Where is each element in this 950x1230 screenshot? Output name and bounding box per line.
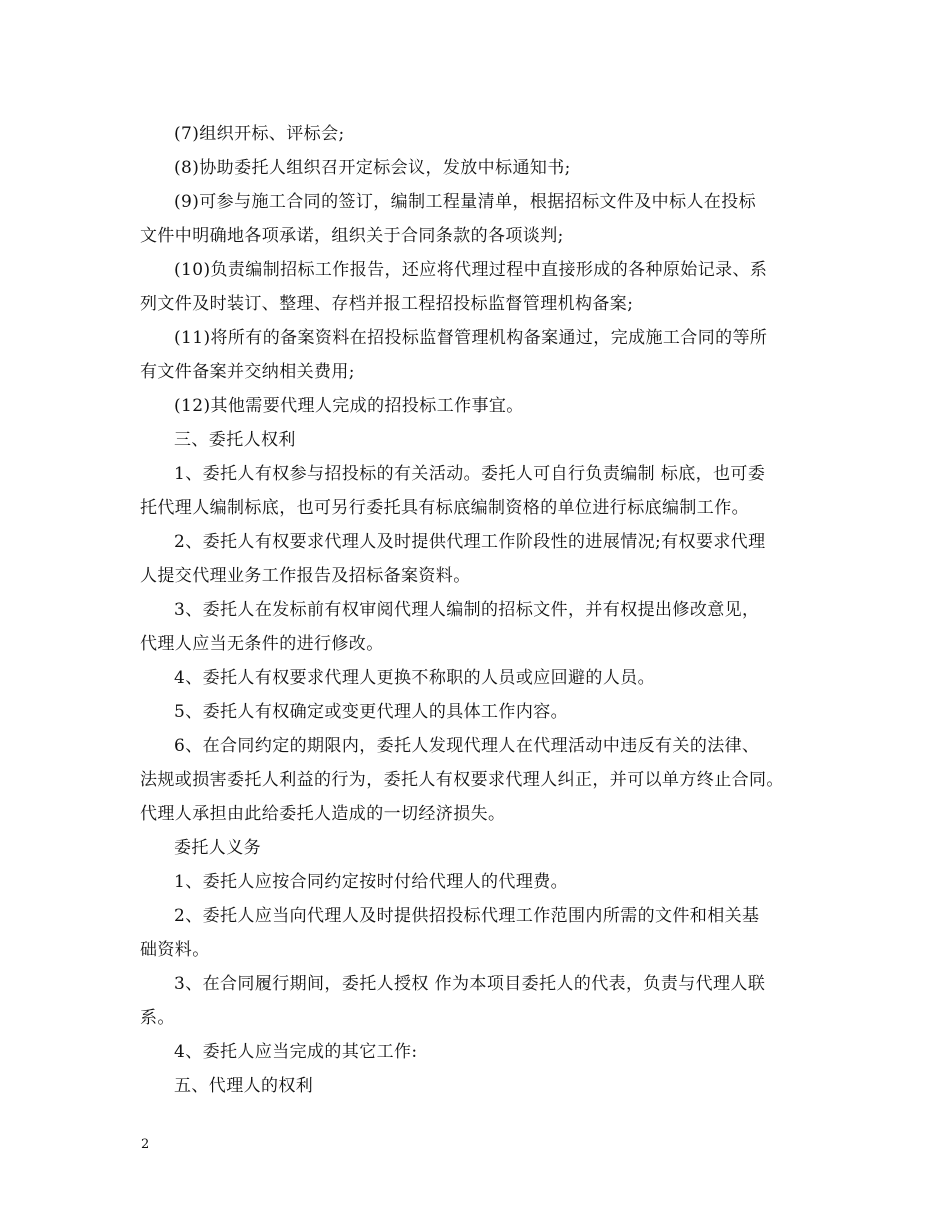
text-line: 有文件备案并交纳相关费用;	[140, 362, 355, 382]
text-line: 础资料。	[140, 940, 210, 960]
text-line: 人提交代理业务工作报告及招标备案资料。	[140, 566, 471, 586]
text-line: 法规或损害委托人利益的行为，委托人有权要求代理人纠正，并可以单方终止合同。	[140, 770, 784, 790]
text-line: 五、代理人的权利	[174, 1076, 314, 1096]
text-line: 1、委托人应按合同约定按时付给代理人的代理费。	[174, 872, 569, 892]
text-line: 列文件及时装订、整理、存档并报工程招投标监督管理机构备案;	[140, 294, 634, 314]
text-line: (12)其他需要代理人完成的招投标工作事宜。	[174, 396, 524, 416]
text-line: 委托人义务	[174, 838, 261, 858]
text-line: 代理人应当无条件的进行修改。	[140, 634, 384, 654]
text-line: 4、委托人应当完成的其它工作:	[174, 1042, 418, 1062]
text-line: 三、委托人权利	[174, 430, 296, 450]
text-line: 1、委托人有权参与招投标的有关活动。委托人可自行负责编制 标底，也可委	[174, 464, 766, 484]
text-line: 2、委托人有权要求代理人及时提供代理工作阶段性的进展情况;有权要求代理	[174, 532, 766, 552]
text-line: 5、委托人有权确定或变更代理人的具体工作内容。	[174, 702, 569, 722]
text-line: 2、委托人应当向代理人及时提供招投标代理工作范围内所需的文件和相关基	[174, 906, 760, 926]
page-number: 2	[141, 1137, 150, 1152]
document-body	[140, 117, 820, 1103]
text-line: 代理人承担由此给委托人造成的一切经济损失。	[140, 804, 506, 824]
text-line: (9)可参与施工合同的签订，编制工程量清单，根据招标文件及中标人在投标	[174, 192, 757, 212]
text-line: 6、在合同约定的期限内，委托人发现代理人在代理活动中违反有关的法律、	[174, 736, 760, 756]
text-line: 3、委托人在发标前有权审阅代理人编制的招标文件，并有权提出修改意见，	[174, 600, 760, 620]
text-line: 3、在合同履行期间，委托人授权 作为本项目委托人的代表，负责与代理人联	[174, 974, 766, 994]
text-line: 文件中明确地各项承诺，组织关于合同条款的各项谈判;	[140, 226, 564, 246]
text-line: 托代理人编制标底，也可另行委托具有标底编制资格的单位进行标底编制工作。	[140, 498, 749, 518]
text-line: (11)将所有的备案资料在招投标监督管理机构备案通过，完成施工合同的等所	[174, 328, 768, 348]
text-line: (10)负责编制招标工作报告，还应将代理过程中直接形成的各种原始记录、系	[174, 260, 768, 280]
text-line: 4、委托人有权要求代理人更换不称职的人员或应回避的人员。	[174, 668, 656, 688]
text-line: (7)组织开标、评标会;	[174, 124, 345, 144]
text-line: (8)协助委托人组织召开定标会议，发放中标通知书;	[174, 158, 571, 178]
text-line: 系。	[140, 1008, 175, 1028]
